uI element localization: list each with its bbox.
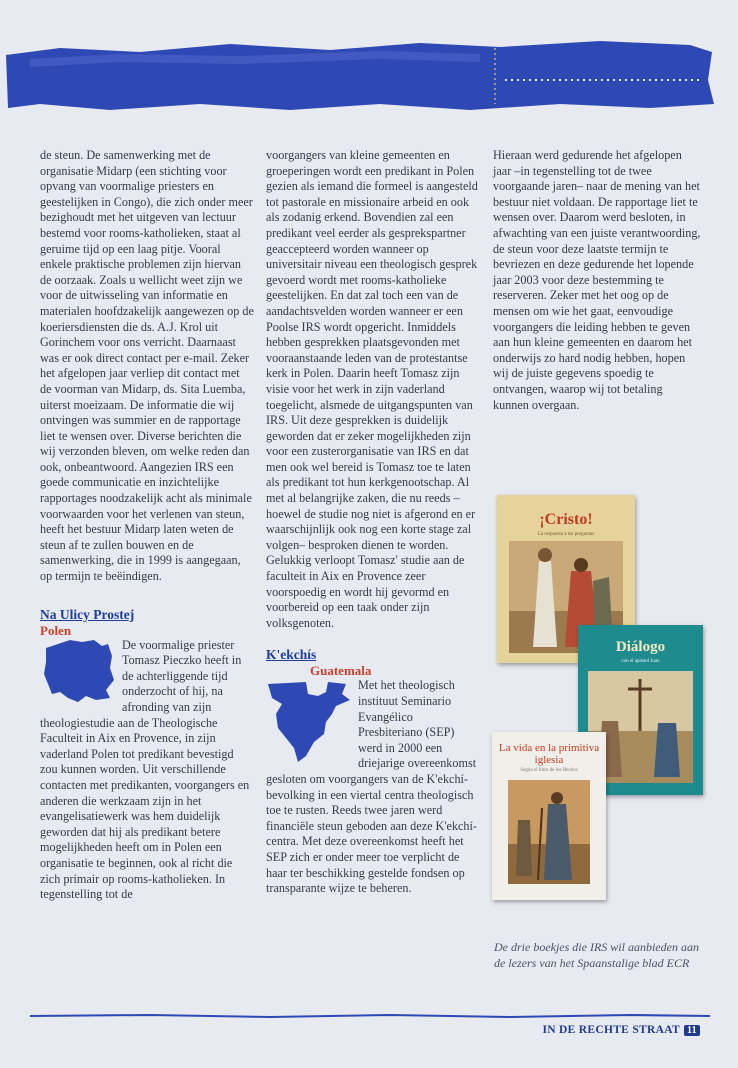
book-title: Diálogo — [615, 639, 666, 655]
guatemala-map-icon — [266, 678, 352, 764]
column-1 — [40, 148, 254, 903]
footer-divider — [30, 1013, 710, 1019]
column-3 — [493, 148, 701, 413]
column-2 — [266, 148, 480, 897]
page-number: 11 — [684, 1025, 700, 1036]
book-illustration — [508, 780, 590, 884]
col1-paragraph: de steun. De samenwerking met de organisatie Midarp (een stichting voor opvang van voormalige priesters en geestelijken in Congo), die zich onder meer bezighoudt met het uitgeven van lectuur bestemd voor rooms-katholieken, staat al geruime tijd op een laag pitje. Vooral enkele praktische problemen zijn hiervan de oorzaak. Zoals u wellicht weet zijn we voor de uitwisseling van informatie en materialen hoofdzakelijk aangewezen op de koeriersdiensten die ds. A.J. Krol uit Gorinchem voor ons verricht. Daarnaast was er ook direct contact per e-mail. Zeker het afgelopen jaar verliep dit contact met de voorman van Midarp, ds. Sita Luemba, uiterst moeizaam. De informatie die wij ontvingen was summier en de rapportage liet te wensen over. Diverse berichten die wij verzonden bleven, om welke reden dan ook, onbeantwoord. Aangezien IRS een goede communicatie en inzichtelijke rapportages noodzakelijk acht als minimale voorwaarden voor het verlenen van steun, heeft het bestuur Midarp laten weten de steun af te zullen bouwen en de samenwerking, die in 1999 is aangegaan, op termijn te beëindigen. — [40, 148, 254, 584]
col3-paragraph: Hieraan werd gedurende het afgelopen jaar –in tegenstelling tot de twee voorgaande jaren– naar de mening van het bestuur niet voldaan. De rapportage liet te wensen over. Daarom werd besloten, in afwachting van een juiste verantwoording, de steun voor deze laatste termijn te bevriezen en deze gedurende het lopende jaar 2003 voor deze bestemming te reserveren. Zeker met het oog op de mensen om wie het gaat, eenvoudige voorgangers die leiding hebben te geven aan hun kleine gemeenten en daarom het onderwijs zo hard nodig hebben, hopen wij de juiste gegevens spoedig te ontvangen, waarop wij tot betaling kunnen overgaan. — [493, 148, 701, 412]
page-footer — [542, 1024, 700, 1036]
photo-caption: De drie boekjes die IRS wil aanbieden aan de lezers van het Spaanstalige blad ECR — [494, 940, 699, 970]
book-cover-la-vida — [492, 732, 606, 900]
section-subtitle-poland: Polen — [40, 622, 72, 638]
book-subtitle: Según el libro de los Hechos — [520, 768, 578, 773]
section-text-guatemala: Met het theologisch instituut Seminario Evangélico Presbiteriano (SEP) werd in 2000 een driejarige overeenkomst gesloten om voorgangers van de K'ekchí-bevolking in een viertal centra theologisch toe te rusten. Reeds twee jaren werd financiële steun geboden aan deze K'ekchí-centra. Met deze overeenkomst heeft het SEP zich er onder meer toe verplicht de haar ter beschikking gestelde fondsen op transparante wijze te beheren. — [266, 678, 477, 896]
section-subtitle-guatemala: Guatemala — [310, 663, 372, 679]
poland-map-icon — [40, 638, 116, 704]
book-title: La vida en la primitiva iglesia — [498, 742, 600, 766]
section-text-poland: De voormalige priester Tomasz Pieczko heeft in de achterliggende tijd onderzocht of hij, na afronding van zijn theologiestudie aan de Theologische Faculteit in Aix en Provence, in zijn vaderland Polen tot predikant bevestigd zou kunnen worden. Uit verschillende contacten met predikanten, voorgangers en anderen die werkzaam zijn in het evangelisatiewerk was hem duidelijk geworden dat hij als predikant betere mogelijkheden heeft om in Polen een organisatie te beginnen, ook al richt die zich primair op rooms-katholieken. In tegenstelling tot de — [40, 637, 250, 902]
col2-paragraph: voorgangers van kleine gemeenten en groeperingen wordt een predikant in Polen gezien als iemand die formeel is aangesteld tot pastorale en missionaire arbeid en ook als zodanig erkend. Bovendien zal een predikant veel eerder als gesprekspartner geaccepteerd worden wanneer op universitair niveau een theologisch gesprek gevoerd wordt met rooms-katholieke geestelijken. En dat zal toch een van de aandachtsvelden worden wanneer er een Poolse IRS wordt opgericht. Inmiddels hebben gesprekken plaatsgevonden met vooraanstaande leden van de protestantse kerk in Polen. Daarin heeft Tomasz zijn visie voor het werk in zijn vaderland toegelicht, alsmede de uitgangspunten van IRS. Uit deze gesprekken is duidelijk geworden dat er zeker mogelijkheden zijn voor een zusterorganisatie van IRS en dat men ook wel bereid is Tomasz toe te laten als predikant tot hun kerkgenootschap. Al met al belangrijke zaken, die nu reeds –hoewel de studie nog niet is afgerond en er waarschijnlijk ook nog een korte stage zal volgen– besproken dienen te worden. Gelukkig verloopt Tomasz' studie aan de faculteit in Aix en Provence zeer voorspoedig en wordt hij gevormd en voorbereid op een taak onder zijn volksgenoten. — [266, 148, 478, 630]
book-title: ¡Cristo! — [539, 511, 593, 528]
publication-name: IN DE RECHTE STRAAT — [542, 1024, 680, 1036]
book-subtitle: La respuesta a tus preguntas — [537, 532, 595, 537]
header-banner — [0, 0, 738, 130]
section-title-guatemala: K'ekchís — [266, 647, 317, 663]
section-title-poland: Na Ulicy Prostej — [40, 606, 135, 622]
book-subtitle: con el apóstol Juan — [621, 659, 660, 664]
